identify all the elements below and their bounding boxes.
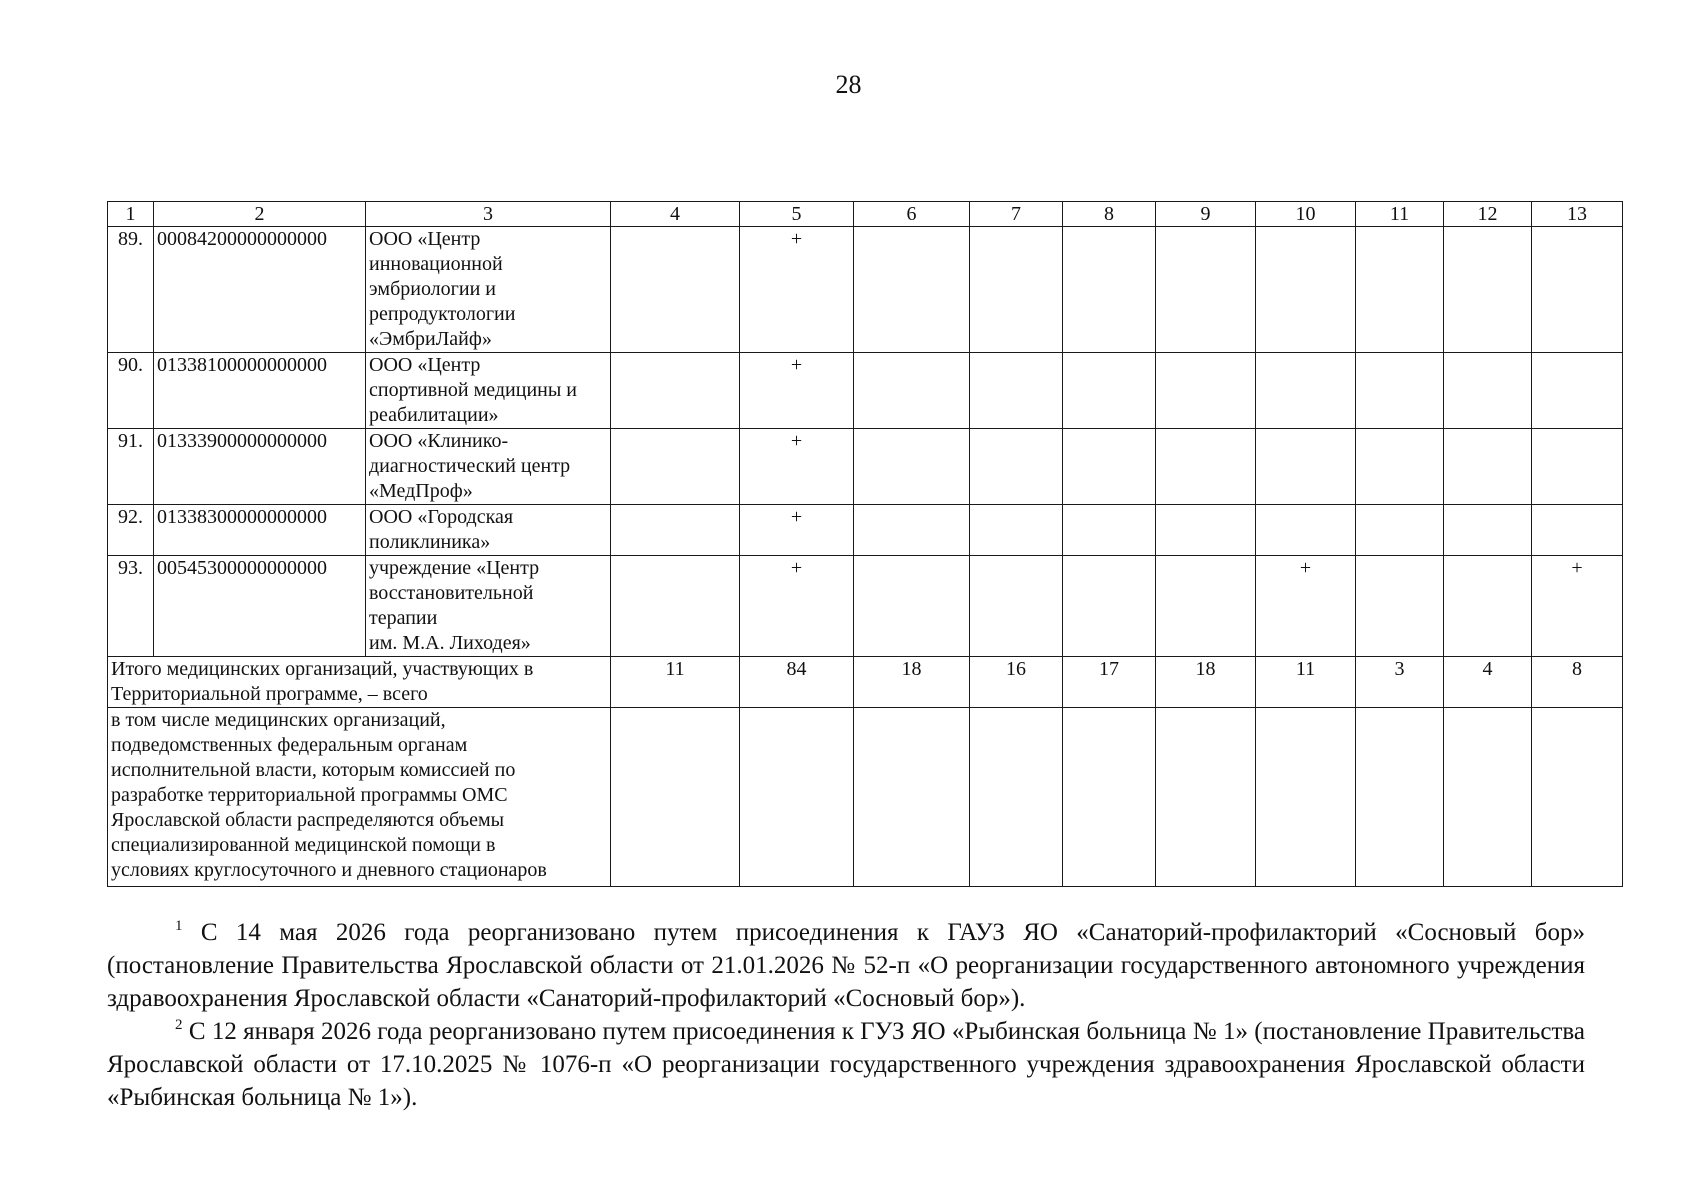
including-row-value-col-7	[970, 708, 1063, 887]
organizations-table	[107, 201, 1623, 887]
footnote-text: С 14 мая 2026 года реорганизовано путем присоединения к ГАУЗ ЯО «Санаторий-профилакторий «Сосновый бор» (постановление Правительства Ярославской области от 21.01.2026 № 52-п «О реорганизации государственного автономного учреждения здравоохранения Ярославской области «Санаторий-профилакторий «Сосновый бор»).	[107, 919, 1585, 1012]
text-line: терапии	[369, 607, 438, 629]
row-number: 90.	[108, 353, 154, 429]
mark-cell-col-5: +	[740, 227, 854, 353]
footnote-text: С 12 января 2026 года реорганизовано путем присоединения к ГУЗ ЯО «Рыбинская больница № 1» (постановление Правительства Ярославской области от 17.10.2025 № 1076-п «О реорганизации государственного учреждения здравоохранения Ярославской области «Рыбинская больница № 1»).	[107, 1018, 1585, 1111]
text-line: исполнительной власти, которым комиссией по	[111, 759, 516, 781]
footnote	[107, 916, 1585, 1015]
total-row-value-col-9: 18	[1156, 657, 1256, 708]
table-row	[108, 556, 1623, 657]
mark-cell-col-10	[1256, 353, 1356, 429]
column-header-4: 4	[611, 202, 740, 227]
text-line: ООО «Центр	[369, 354, 481, 376]
including-row-value-col-8	[1063, 708, 1156, 887]
mark-cell-col-5: +	[740, 505, 854, 556]
mark-cell-col-11	[1356, 429, 1444, 505]
text-line: эмбриологии и	[369, 278, 496, 300]
mark-cell-col-10	[1256, 227, 1356, 353]
mark-cell-col-9	[1156, 556, 1256, 657]
including-row-value-col-9	[1156, 708, 1256, 887]
mark-cell-col-6	[854, 556, 970, 657]
total-row-value-col-13: 8	[1532, 657, 1623, 708]
table-row	[108, 353, 1623, 429]
mark-cell-col-13: +	[1532, 556, 1623, 657]
text-line: репродуктологии	[369, 303, 516, 325]
mark-cell-col-8	[1063, 556, 1156, 657]
mark-cell-col-6	[854, 505, 970, 556]
mark-cell-col-11	[1356, 556, 1444, 657]
mark-cell-col-7	[970, 353, 1063, 429]
mark-cell-col-11	[1356, 505, 1444, 556]
mark-cell-col-10	[1256, 429, 1356, 505]
mark-cell-col-13	[1532, 429, 1623, 505]
column-header-5: 5	[740, 202, 854, 227]
column-header-2: 2	[154, 202, 366, 227]
mark-cell-col-8	[1063, 505, 1156, 556]
column-header-6: 6	[854, 202, 970, 227]
text-line: ООО «Клинико-	[369, 430, 509, 452]
footnote	[107, 1015, 1585, 1114]
table-row	[108, 505, 1623, 556]
mark-cell-col-7	[970, 505, 1063, 556]
mark-cell-col-9	[1156, 227, 1256, 353]
mark-cell-col-7	[970, 429, 1063, 505]
mark-cell-col-12	[1444, 429, 1532, 505]
text-line: реабилитации»	[369, 404, 499, 426]
mark-cell-col-9	[1156, 505, 1256, 556]
column-header-9: 9	[1156, 202, 1256, 227]
text-line: им. М.А. Лиходея»	[369, 632, 531, 654]
including-row-label	[108, 708, 611, 887]
page-number: 28	[835, 70, 862, 99]
including-row-value-col-12	[1444, 708, 1532, 887]
organization-code: 00084200000000000	[154, 227, 366, 353]
organization-code: 01333900000000000	[154, 429, 366, 505]
text-line: восстановительной	[369, 582, 534, 604]
mark-cell-col-6	[854, 429, 970, 505]
text-line: спортивной медицины и	[369, 379, 578, 401]
column-header-7: 7	[970, 202, 1063, 227]
including-row	[108, 708, 1623, 887]
mark-cell-col-9	[1156, 429, 1256, 505]
text-line: Территориальной программе, – всего	[111, 683, 428, 705]
organization-code: 00545300000000000	[154, 556, 366, 657]
text-line: Итого медицинских организаций, участвующих в	[111, 658, 534, 680]
including-row-value-col-5	[740, 708, 854, 887]
table-row	[108, 429, 1623, 505]
mark-cell-col-11	[1356, 227, 1444, 353]
row-number: 92.	[108, 505, 154, 556]
mark-cell-col-6	[854, 353, 970, 429]
row-number: 93.	[108, 556, 154, 657]
total-row-value-col-8: 17	[1063, 657, 1156, 708]
column-header-1: 1	[108, 202, 154, 227]
mark-cell-col-4	[611, 556, 740, 657]
total-row-value-col-6: 18	[854, 657, 970, 708]
including-row-value-col-13	[1532, 708, 1623, 887]
organization-name	[366, 429, 611, 505]
mark-cell-col-4	[611, 227, 740, 353]
mark-cell-col-12	[1444, 227, 1532, 353]
table-row	[108, 227, 1623, 353]
organization-name	[366, 556, 611, 657]
text-line: «ЭмбриЛайф»	[369, 328, 492, 350]
footnote-marker: 2	[175, 1017, 183, 1033]
text-line: «МедПроф»	[369, 480, 473, 502]
column-header-11: 11	[1356, 202, 1444, 227]
total-row-value-col-7: 16	[970, 657, 1063, 708]
column-header-3: 3	[366, 202, 611, 227]
text-line: специализированной медицинской помощи в	[111, 834, 496, 856]
column-header-12: 12	[1444, 202, 1532, 227]
organization-code: 01338300000000000	[154, 505, 366, 556]
mark-cell-col-8	[1063, 353, 1156, 429]
text-line: поликлиника»	[369, 531, 491, 553]
including-row-value-col-11	[1356, 708, 1444, 887]
including-row-value-col-10	[1256, 708, 1356, 887]
total-row-value-col-11: 3	[1356, 657, 1444, 708]
text-line: Ярославской области распределяются объемы	[111, 809, 505, 831]
total-row-label	[108, 657, 611, 708]
total-row-value-col-5: 84	[740, 657, 854, 708]
column-header-13: 13	[1532, 202, 1623, 227]
mark-cell-col-5: +	[740, 429, 854, 505]
text-line: в том числе медицинских организаций,	[111, 709, 446, 731]
mark-cell-col-8	[1063, 429, 1156, 505]
text-line: диагностический центр	[369, 455, 571, 477]
including-row-value-col-6	[854, 708, 970, 887]
organization-name	[366, 227, 611, 353]
mark-cell-col-7	[970, 556, 1063, 657]
mark-cell-col-12	[1444, 556, 1532, 657]
mark-cell-col-10	[1256, 505, 1356, 556]
organization-name	[366, 353, 611, 429]
mark-cell-col-4	[611, 429, 740, 505]
text-line: ООО «Центр	[369, 228, 481, 250]
footnotes	[107, 916, 1585, 1114]
text-line: разработке территориальной программы ОМС	[111, 784, 508, 806]
column-header-8: 8	[1063, 202, 1156, 227]
mark-cell-col-13	[1532, 353, 1623, 429]
mark-cell-col-13	[1532, 505, 1623, 556]
total-row-value-col-12: 4	[1444, 657, 1532, 708]
mark-cell-col-4	[611, 505, 740, 556]
row-number: 91.	[108, 429, 154, 505]
mark-cell-col-8	[1063, 227, 1156, 353]
mark-cell-col-10: +	[1256, 556, 1356, 657]
organization-name	[366, 505, 611, 556]
row-number: 89.	[108, 227, 154, 353]
mark-cell-col-12	[1444, 353, 1532, 429]
mark-cell-col-12	[1444, 505, 1532, 556]
mark-cell-col-9	[1156, 353, 1256, 429]
organization-code: 01338100000000000	[154, 353, 366, 429]
mark-cell-col-5: +	[740, 353, 854, 429]
including-row-value-col-4	[611, 708, 740, 887]
mark-cell-col-7	[970, 227, 1063, 353]
mark-cell-col-13	[1532, 227, 1623, 353]
text-line: ООО «Городская	[369, 506, 514, 528]
header-row	[108, 202, 1623, 227]
footnote-marker: 1	[175, 918, 183, 934]
text-line: условиях круглосуточного и дневного стационаров	[111, 859, 547, 881]
text-line: инновационной	[369, 253, 503, 275]
text-line: учреждение «Центр	[369, 557, 540, 579]
total-row-value-col-4: 11	[611, 657, 740, 708]
total-row-value-col-10: 11	[1256, 657, 1356, 708]
mark-cell-col-5: +	[740, 556, 854, 657]
mark-cell-col-6	[854, 227, 970, 353]
text-line: подведомственных федеральным органам	[111, 734, 468, 756]
total-row	[108, 657, 1623, 708]
mark-cell-col-11	[1356, 353, 1444, 429]
mark-cell-col-4	[611, 353, 740, 429]
column-header-10: 10	[1256, 202, 1356, 227]
